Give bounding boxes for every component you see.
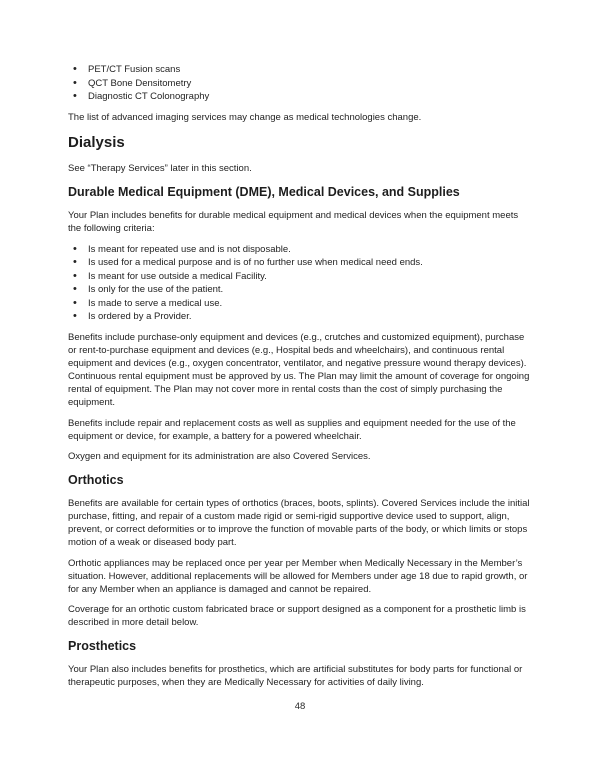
list-item: • Is only for the use of the patient. bbox=[88, 283, 532, 297]
section-title-dme: Durable Medical Equipment (DME), Medical Devices, and Supplies bbox=[68, 185, 460, 199]
page-number: 48 bbox=[294, 701, 306, 712]
list-item: • Is meant for use outside a medical Facility. bbox=[88, 270, 532, 284]
list-item: • Is used for a medical purpose and is of no further use when medical need ends. bbox=[88, 256, 532, 270]
list-item: • Is ordered by a Provider. bbox=[88, 310, 532, 324]
orthotics-paragraph-1: Benefits are available for certain types of orthotics (braces, boots, splints). Covered Services include the initial purchase, fitting, and repair of a custom made rigid or semi-rigid supportive device used to support, align, prevent, or correct deformities or to improve the function of movable parts of the body, or which limits or stops motion of a weak or diseased body part. bbox=[68, 498, 530, 548]
dme-intro-paragraph: Your Plan includes benefits for durable medical equipment and medical devices when the equipment meets the following criteria: bbox=[68, 210, 519, 234]
list-item: • PET/CT Fusion scans bbox=[88, 63, 532, 77]
section-title-prosthetics: Prosthetics bbox=[68, 639, 137, 653]
dme-repair-paragraph: Benefits include repair and replacement costs as well as supplies and equipment needed for the use of the equipment or device, for example, a battery for a powered wheelchair. bbox=[68, 417, 516, 442]
section-title-orthotics: Orthotics bbox=[68, 473, 124, 487]
dialysis-paragraph: See “Therapy Services” later in this section. bbox=[68, 163, 252, 174]
dme-benefits-paragraph: Benefits include purchase-only equipment and devices (e.g., crutches and customized equipment), purchase or rent-to-purchase equipment and devices (e.g., Hospital beds and wheelchairs), and continuous rental equipment and devices (e.g., oxygen concentrator, ventilator, and negative pressure wound therapy devices). Continuous rental equipment must be approved by us. The Plan may limit the amount of coverage for ongoing rental of equipment. The Plan may not cover more in rental costs than the cost of simply purchasing the equipment. bbox=[68, 332, 530, 408]
page-content bbox=[68, 0, 532, 697]
orthotics-paragraph-3: Coverage for an orthotic custom fabricated brace or support designed as a component for a prosthetic limb is described in more detail below. bbox=[68, 604, 526, 628]
imaging-services-list bbox=[68, 63, 532, 104]
orthotics-paragraph-2: Orthotic appliances may be replaced once per year per Member when Medically Necessary in the Member’s situation. However, additional replacements will be allowed for Members under age 18 due to rapid growth, or for any Member when an appliance is damaged and cannot be repaired. bbox=[68, 557, 528, 595]
list-item: • Is made to serve a medical use. bbox=[88, 297, 532, 311]
imaging-note-paragraph: The list of advanced imaging services may change as medical technologies change. bbox=[68, 112, 422, 123]
prosthetics-paragraph: Your Plan also includes benefits for prosthetics, which are artificial substitutes for body parts for functional or therapeutic purposes, when they are Medically Necessary for activities of daily living. bbox=[68, 664, 523, 688]
list-item: • Diagnostic CT Colonography bbox=[88, 90, 532, 104]
list-item: • Is meant for repeated use and is not disposable. bbox=[88, 243, 532, 257]
section-title-dialysis: Dialysis bbox=[68, 134, 125, 151]
list-item: • QCT Bone Densitometry bbox=[88, 77, 532, 91]
dme-oxygen-paragraph: Oxygen and equipment for its administration are also Covered Services. bbox=[68, 451, 371, 462]
dme-criteria-list bbox=[68, 243, 532, 324]
